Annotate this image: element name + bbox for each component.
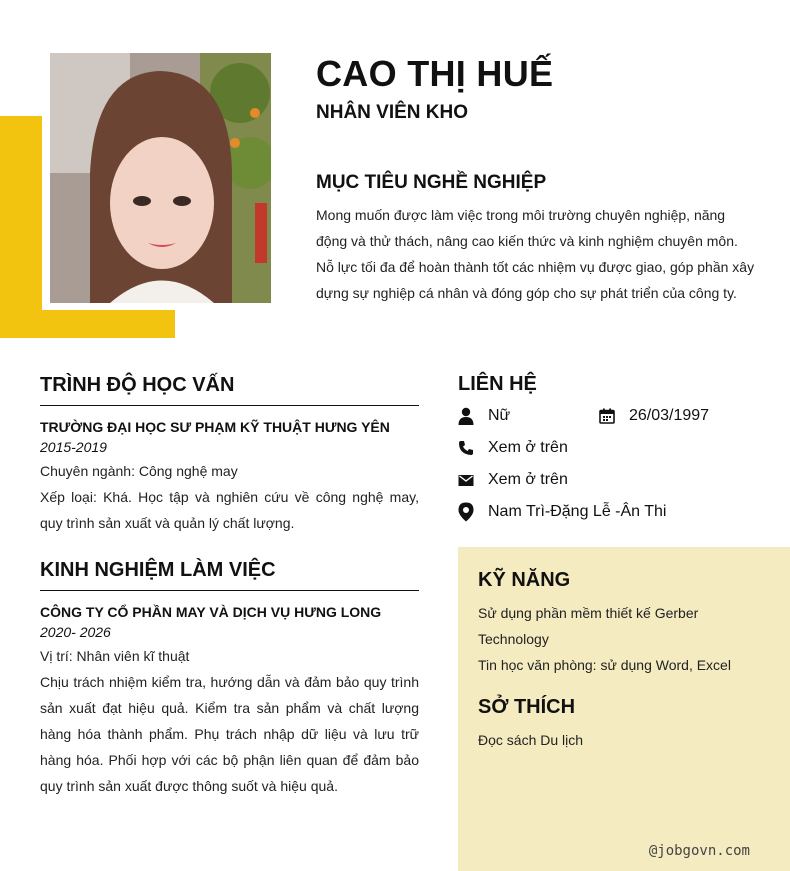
education-period: 2015-2019 [40, 439, 107, 455]
objective-text: Mong muốn được làm việc trong môi trường chuyên nghiệp, năng động và thử thách, nâng cao kiến thức và kinh nghiệm chuyên môn. Nỗ lực tối đa để hoàn thành tốt các nhiệm vụ được giao, góp phần xây dựng sự nghiệp cá nhân và đóng góp cho sự phát triển của công ty. [316, 207, 755, 301]
experience-description: Chịu trách nhiệm kiểm tra, hướng dẫn và đảm bảo quy trình sản xuất đạt hiệu quả. Kiểm tra sản phẩm và chất lượng hàng hóa thành phẩm. Phụ trách nhập dữ liệu và lưu trữ hàng hóa. Phối hợp với các bộ phận liên quan để đảm bảo quy trình sản xuất được thông suốt và hiệu quả. [40, 674, 419, 794]
experience-heading: KINH NGHIỆM LÀM VIỆC [40, 559, 419, 591]
hobbies-heading: SỞ THÍCH [478, 696, 576, 718]
hobbies-text: Đọc sách Du lịch [478, 732, 584, 748]
skill-item: Sử dụng phần mềm thiết kế Gerber Technology [478, 605, 699, 647]
experience-period: 2020- 2026 [40, 624, 111, 640]
contact-phone [458, 436, 568, 460]
accent-bar-vertical [0, 116, 42, 338]
contact-address [458, 500, 666, 524]
gender-value: Nữ [488, 407, 511, 424]
skills-heading: KỸ NĂNG [478, 569, 571, 591]
accent-bar-horizontal [0, 310, 175, 338]
education-heading: TRÌNH ĐỘ HỌC VẤN [40, 374, 419, 406]
education-section [40, 374, 419, 536]
school-name: TRƯỜNG ĐẠI HỌC SƯ PHẠM KỸ THUẬT HƯNG YÊN [40, 419, 390, 435]
person-icon [458, 407, 488, 425]
mail-icon [458, 474, 488, 487]
experience-position: Vị trí: Nhân viên kĩ thuật [40, 648, 190, 664]
contact-email [458, 468, 568, 492]
profile-photo [50, 53, 271, 303]
experience-section [40, 559, 419, 799]
email-value: Xem ở trên [488, 471, 568, 488]
phone-icon [458, 440, 488, 456]
location-pin-icon [458, 502, 488, 522]
contact-heading: LIÊN HỆ [458, 373, 537, 395]
contact-section [458, 373, 778, 396]
contact-gender [458, 404, 510, 428]
skill-item: Tin học văn phòng: sử dụng Word, Excel [478, 657, 731, 673]
candidate-name: CAO THỊ HUẾ [316, 53, 554, 94]
address-value: Nam Trì-Đặng Lễ -Ân Thi [488, 503, 667, 520]
job-title: NHÂN VIÊN KHO [316, 102, 469, 123]
birthday-value: 26/03/1997 [629, 407, 710, 424]
watermark: @jobgovn.com [648, 843, 750, 859]
education-grade: Xếp loại: Khá. Học tập và nghiên cứu về công nghệ may, quy trình sản xuất và quản lý chất lượng. [40, 489, 419, 531]
contact-birthday [599, 404, 709, 428]
phone-value: Xem ở trên [488, 439, 568, 456]
education-major: Chuyên ngành: Công nghệ may [40, 463, 238, 479]
company-name: CÔNG TY CỔ PHẦN MAY VÀ DỊCH VỤ HƯNG LONG [40, 604, 382, 620]
objective-heading: MỤC TIÊU NGHỀ NGHIỆP [316, 172, 547, 193]
skills-panel [458, 547, 790, 871]
calendar-icon [599, 408, 629, 424]
